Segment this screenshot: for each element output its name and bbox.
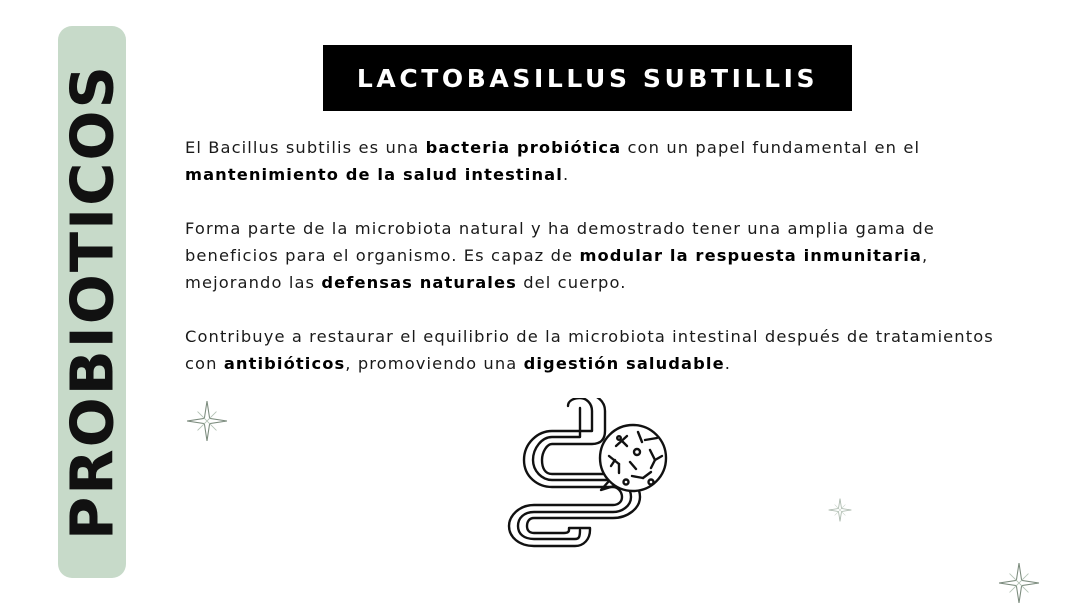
paragraph-2-text-c: del cuerpo. bbox=[516, 273, 627, 292]
page-title: LACTOBASILLUS SUBTILLIS bbox=[356, 63, 819, 93]
body-text bbox=[185, 134, 1025, 404]
paragraph-2-text-a: Forma parte de la microbiota natural y ha demostrado tener una amplia gama de beneficios para el organismo. Es capaz de bbox=[185, 219, 935, 265]
paragraph-2-text-b: , mejorando las bbox=[185, 246, 929, 292]
paragraph-3-bold-a: antibióticos bbox=[223, 354, 346, 373]
paragraph-2-bold-b: defensas naturales bbox=[321, 273, 517, 292]
side-tab-label: PROBIOTICOS bbox=[57, 63, 127, 541]
side-tab bbox=[58, 26, 126, 578]
sparkle-icon bbox=[828, 498, 852, 522]
paragraph-1-bold-b: mantenimiento de la salud intestinal bbox=[185, 165, 563, 184]
intestine-bacteria-icon bbox=[505, 398, 675, 548]
paragraph-2-bold-a: modular la respuesta inmunitaria bbox=[579, 246, 922, 265]
paragraph-3 bbox=[185, 323, 1025, 377]
sparkle-icon bbox=[186, 400, 228, 442]
paragraph-3-bold-b: digestión saludable bbox=[523, 354, 725, 373]
paragraph-3-text-c: . bbox=[724, 354, 732, 373]
paragraph-1-bold-a: bacteria probiótica bbox=[425, 138, 622, 157]
paragraph-3-text-b: , promoviendo una bbox=[345, 354, 524, 373]
paragraph-1-text-b: con un papel fundamental en el bbox=[621, 138, 921, 157]
paragraph-3-text-a: Contribuye a restaurar el equilibrio de la microbiota intestinal después de tratamientos con bbox=[185, 327, 994, 373]
paragraph-1-text-c: . bbox=[562, 165, 570, 184]
sparkle-icon bbox=[998, 562, 1040, 604]
paragraph-1 bbox=[185, 134, 1025, 188]
title-banner bbox=[323, 45, 852, 111]
paragraph-2 bbox=[185, 215, 1025, 296]
paragraph-1-text-a: El Bacillus subtilis es una bbox=[185, 138, 426, 157]
